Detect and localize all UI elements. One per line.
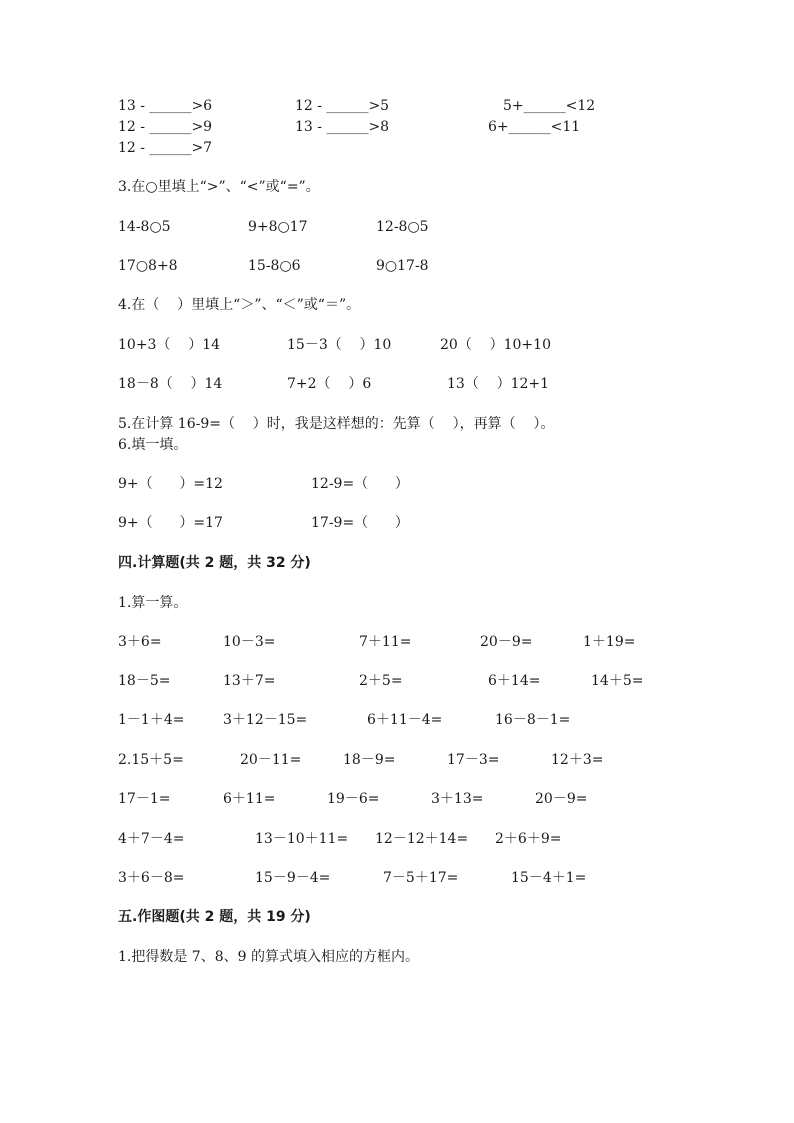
calc-item: 3＋12－15=	[223, 712, 308, 728]
compare-item: 18－8（ ）14	[118, 376, 223, 392]
q4-row-2	[0, 374, 794, 394]
q3-title: 3.在○里填上“>”、“<”或“=”。	[118, 179, 320, 195]
calc-row	[0, 632, 794, 652]
q6-title: 6.填一填。	[118, 437, 188, 453]
q3-row-2	[0, 256, 794, 276]
fill-item: 9+（ ）=17	[118, 515, 223, 531]
compare-item: 9○17-8	[376, 258, 429, 274]
compare-item: 9+8○17	[248, 219, 308, 235]
fill-row-3	[0, 138, 794, 158]
compare-item: 14-8○5	[118, 219, 171, 235]
calc-row	[0, 829, 794, 849]
calc-item: 12－12＋14=	[375, 831, 469, 847]
calc-row	[0, 750, 794, 770]
calc-item: 17－1=	[118, 791, 171, 807]
calc-item: 3＋13=	[431, 791, 484, 807]
fill-item: 13 - ______>6	[118, 98, 213, 114]
compare-item: 12-8○5	[376, 219, 429, 235]
calc-item: 13＋7=	[223, 673, 276, 689]
fill-item: 13 - ______>8	[295, 119, 390, 135]
calc-item: 20－9=	[480, 634, 533, 650]
calc-item: 13－10＋11=	[255, 831, 349, 847]
fill-item: 17-9=（ ）	[311, 515, 409, 531]
q5-title: 5.在计算 16-9=（ ）时，我是这样想的：先算（ ），再算（ ）。	[118, 416, 555, 432]
calc-item: 6＋11－4=	[367, 712, 443, 728]
calc-item: 16－8－1=	[495, 712, 571, 728]
calc-item: 20－11=	[240, 752, 302, 768]
fill-item: 12 - ______>5	[295, 98, 390, 114]
compare-item: 17○8+8	[118, 258, 178, 274]
calc-item: 6＋11=	[223, 791, 276, 807]
fill-row-1	[0, 96, 794, 116]
fill-item: 12-9=（ ）	[311, 476, 409, 492]
calc-item: 15－4＋1=	[511, 870, 587, 886]
calc-item: 18－9=	[343, 752, 396, 768]
calc-item: 6＋14=	[488, 673, 541, 689]
calc-item: 7－5＋17=	[383, 870, 459, 886]
fill-item: 6+______<11	[488, 119, 581, 135]
calc-item: 15－9－4=	[255, 870, 331, 886]
fill-row-2	[0, 117, 794, 137]
calc-row	[0, 868, 794, 888]
calc-item: 17－3=	[447, 752, 500, 768]
fill-item: 12 - ______>7	[118, 140, 213, 156]
calc-item: 1－1＋4=	[118, 712, 185, 728]
calc-row	[0, 789, 794, 809]
calc-item: 2＋6＋9=	[495, 831, 562, 847]
calc-item: 1＋19=	[583, 634, 636, 650]
q6-row-1	[0, 474, 794, 494]
calc-item: 12＋3=	[551, 752, 604, 768]
calc-item: 18－5=	[118, 673, 171, 689]
section-5-q1-title: 1.把得数是 7、8、9 的算式填入相应的方框内。	[118, 949, 419, 965]
calc-item: 20－9=	[535, 791, 588, 807]
compare-item: 15－3（ ）10	[287, 337, 392, 353]
calc-item: 3＋6－8=	[118, 870, 185, 886]
fill-item: 9+（ ）=12	[118, 476, 223, 492]
calc-row	[0, 710, 794, 730]
q4-row-1	[0, 335, 794, 355]
q4-title: 4.在（ ）里填上“＞”、“＜”或“＝”。	[118, 297, 361, 313]
calc-row	[0, 671, 794, 691]
calc-item: 19－6=	[327, 791, 380, 807]
compare-item: 20（ ）10+10	[440, 337, 551, 353]
calc-item: 7＋11=	[359, 634, 412, 650]
calc-item: 2.15＋5=	[118, 752, 184, 768]
q3-row-1	[0, 217, 794, 237]
calc-item: 14＋5=	[591, 673, 644, 689]
compare-item: 13（ ）12+1	[447, 376, 550, 392]
section-5-heading: 五.作图题(共 2 题，共 19 分)	[118, 909, 311, 925]
compare-item: 10+3（ ）14	[118, 337, 221, 353]
section-4-heading: 四.计算题(共 2 题，共 32 分)	[118, 555, 311, 571]
compare-item: 7+2（ ）6	[287, 376, 372, 392]
fill-item: 5+______<12	[503, 98, 596, 114]
q6-row-2	[0, 513, 794, 533]
calc-item: 4＋7－4=	[118, 831, 185, 847]
calc-item: 10－3=	[223, 634, 276, 650]
section-4-q1-title: 1.算一算。	[118, 595, 188, 611]
compare-item: 15-8○6	[248, 258, 301, 274]
fill-item: 12 - ______>9	[118, 119, 213, 135]
calc-item: 2＋5=	[359, 673, 403, 689]
calc-item: 3＋6=	[118, 634, 162, 650]
